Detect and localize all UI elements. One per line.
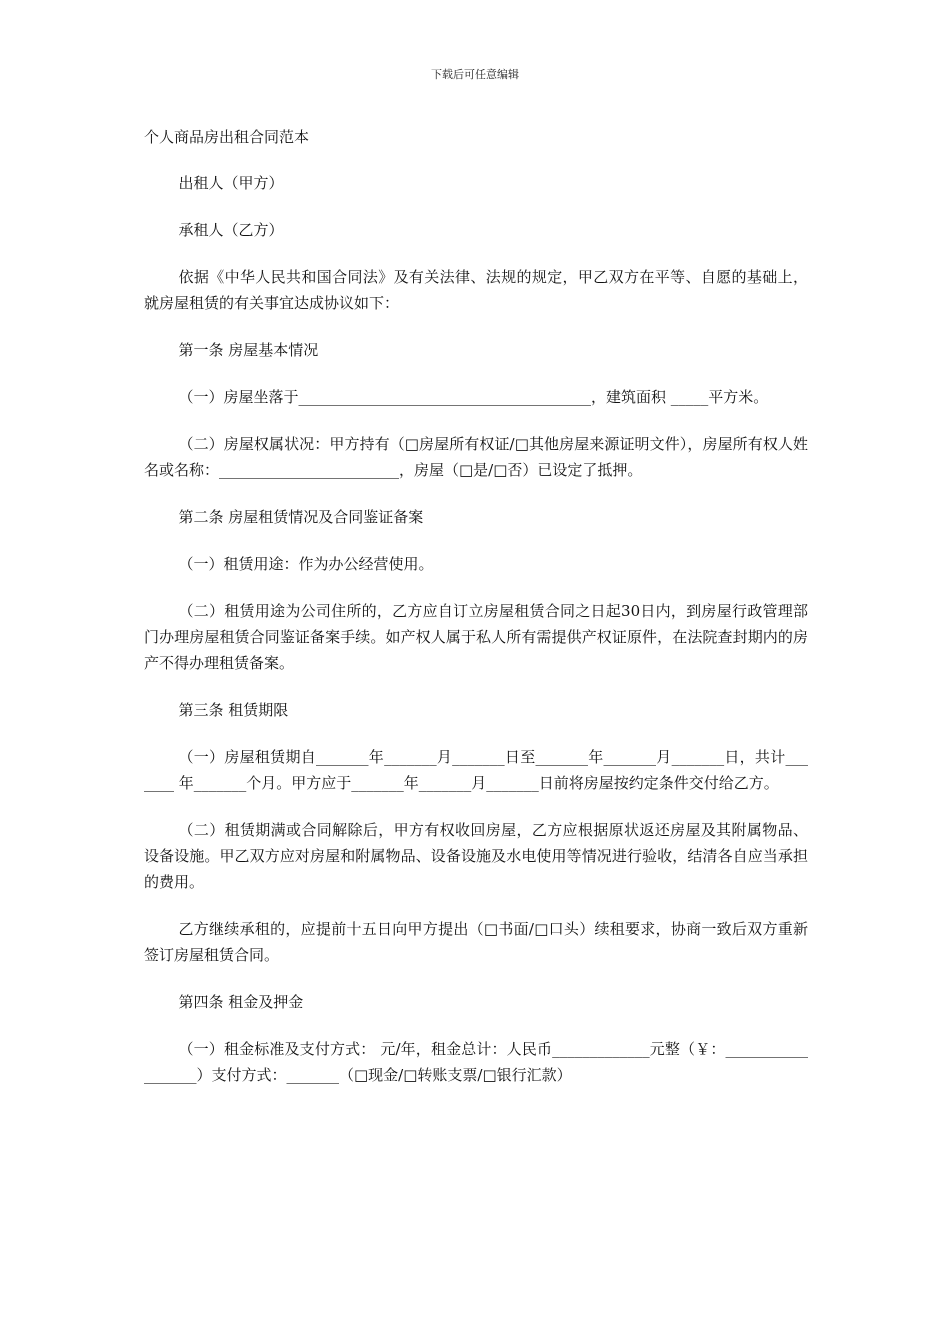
- article-1-clause-1: （一）房屋坐落于_______________________________________，建筑面积 _____平方米。: [178, 388, 769, 406]
- document-title: 个人商品房出租合同范本: [144, 128, 310, 146]
- article-1-heading: 第一条 房屋基本情况: [178, 341, 319, 359]
- article-3-heading: 第三条 租赁期限: [178, 701, 289, 719]
- article-2-clause-2: （二）租赁用途为公司住所的，乙方应自订立房屋租赁合同之日起30日内，到房屋行政管理部门办理房屋租赁合同鉴证备案手续。如产权人属于私人所有需提供产权证原件，在法院查封期内的房产不得办理租赁备案。: [144, 602, 808, 672]
- article-2-heading: 第二条 房屋租赁情况及合同鉴证备案: [178, 508, 424, 526]
- article-4-clause-1: （一）租金标准及支付方式： 元/年，租金总计：人民币_____________元整（￥：__________________）支付方式：_______（□现金/□转账支票/□银行汇款）: [144, 1040, 808, 1084]
- article-3-clause-1: （一）房屋租赁期自_______年_______月_______日至_______年_______月_______日，共计_______ 年_______个月。甲方应于_______年_______月_______日前将房屋按约定条件交付给乙方。: [144, 748, 808, 792]
- article-4-heading: 第四条 租金及押金: [178, 993, 304, 1011]
- article-3-clause-2: （二）租赁期满或合同解除后，甲方有权收回房屋，乙方应根据原状返还房屋及其附属物品、设备设施。甲乙双方应对房屋和附属物品、设备设施及水电使用等情况进行验收，结清各自应当承担的费用。: [144, 821, 808, 891]
- article-3-renewal: 乙方继续承租的，应提前十五日向甲方提出（□书面/□口头）续租要求，协商一致后双方重新签订房屋租赁合同。: [144, 920, 808, 964]
- lessee-line: 承租人（乙方）: [178, 221, 284, 239]
- contract-document: [144, 124, 808, 1088]
- header-note: 下载后可任意编辑: [431, 68, 519, 81]
- article-2-clause-1: （一）租赁用途：作为办公经营使用。: [178, 555, 434, 573]
- article-1-clause-2: （二）房屋权属状况：甲方持有（□房屋所有权证/□其他房屋来源证明文件），房屋所有权人姓名或名称：________________________，房屋（□是/□否）已设定了抵押。: [144, 435, 808, 479]
- lessor-line: 出租人（甲方）: [178, 174, 284, 192]
- preamble-paragraph: 依据《中华人民共和国合同法》及有关法律、法规的规定，甲乙双方在平等、自愿的基础上，就房屋租赁的有关事宜达成协议如下：: [144, 268, 808, 312]
